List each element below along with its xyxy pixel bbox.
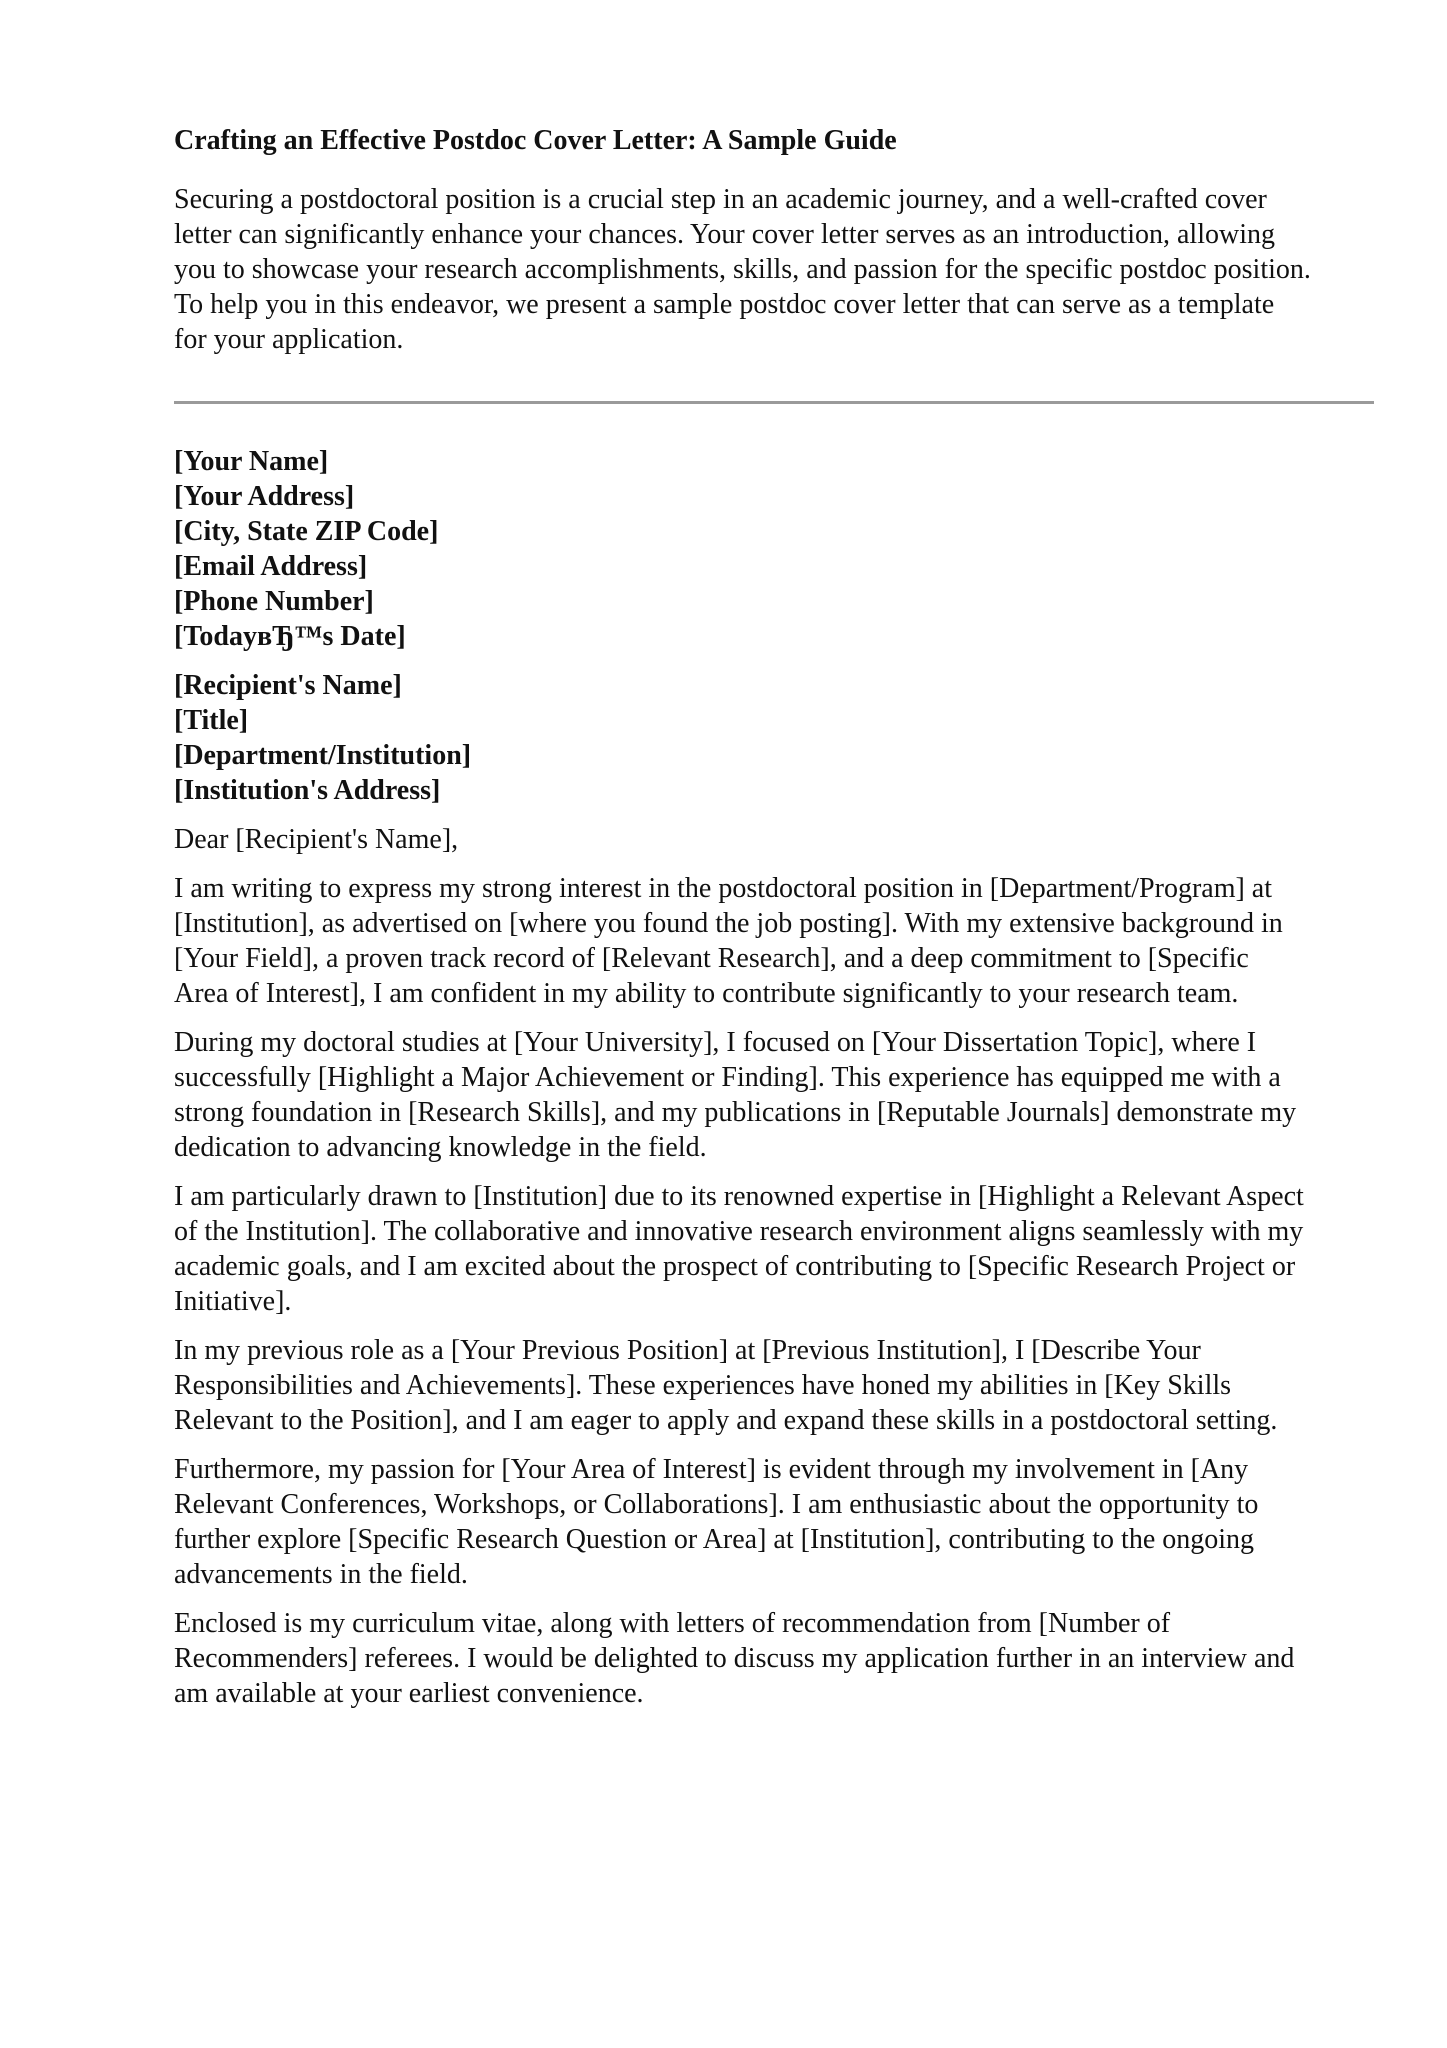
- recipient-name: [Recipient's Name]: [174, 670, 402, 701]
- intro-line: for your application.: [174, 324, 404, 355]
- sender-city-state-zip: [City, State ZIP Code]: [174, 516, 439, 547]
- recipient-title: [Title]: [174, 705, 249, 736]
- paragraph-line: In my previous role as a [Your Previous Position] at [Previous Institution], I [Describe Your: [174, 1335, 1201, 1366]
- paragraph-line: dedication to advancing knowledge in the field.: [174, 1132, 707, 1163]
- body-paragraph-3: [174, 1179, 1374, 1319]
- document-title: Crafting an Effective Postdoc Cover Letter: A Sample Guide: [174, 125, 897, 156]
- intro-line: Securing a postdoctoral position is a crucial step in an academic journey, and a well-crafted cover: [174, 184, 1267, 215]
- paragraph-line: Relevant Conferences, Workshops, or Collaborations]. I am enthusiastic about the opportunity to: [174, 1489, 1259, 1520]
- paragraph-line: During my doctoral studies at [Your University], I focused on [Your Dissertation Topic], where I: [174, 1027, 1257, 1058]
- sender-address-block: [174, 444, 1374, 654]
- salutation: Dear [Recipient's Name],: [174, 824, 459, 855]
- paragraph-line: strong foundation in [Research Skills], and my publications in [Reputable Journals] demonstrate my: [174, 1097, 1297, 1128]
- document-page: [174, 124, 1374, 1711]
- body-paragraph-5: [174, 1452, 1374, 1592]
- paragraph-line: academic goals, and I am excited about the prospect of contributing to [Specific Research Project or: [174, 1251, 1296, 1282]
- paragraph-line: [Institution], as advertised on [where you found the job posting]. With my extensive background in: [174, 908, 1283, 939]
- paragraph-line: advancements in the field.: [174, 1559, 468, 1590]
- paragraph-line: I am particularly drawn to [Institution] due to its renowned expertise in [Highlight a Relevant Aspect: [174, 1181, 1304, 1212]
- sender-name: [Your Name]: [174, 446, 329, 477]
- recipient-institution-address: [Institution's Address]: [174, 775, 441, 806]
- paragraph-line: Recommenders] referees. I would be delighted to discuss my application further in an interview and: [174, 1643, 1295, 1674]
- paragraph-line: further explore [Specific Research Question or Area] at [Institution], contributing to the ongoing: [174, 1524, 1255, 1555]
- body-paragraph-6: [174, 1606, 1374, 1711]
- recipient-address-block: [174, 668, 1374, 808]
- recipient-department: [Department/Institution]: [174, 740, 472, 771]
- section-divider: [174, 401, 1374, 404]
- paragraph-line: Initiative].: [174, 1286, 292, 1317]
- paragraph-line: Area of Interest], I am confident in my ability to contribute significantly to your research team.: [174, 978, 1239, 1009]
- body-paragraph-1: [174, 871, 1374, 1011]
- intro-paragraph: [174, 182, 1374, 357]
- intro-line: To help you in this endeavor, we present a sample postdoc cover letter that can serve as a template: [174, 289, 1275, 320]
- intro-line: you to showcase your research accomplishments, skills, and passion for the specific postdoc position.: [174, 254, 1311, 285]
- intro-line: letter can significantly enhance your chances. Your cover letter serves as an introduction, allowing: [174, 219, 1275, 250]
- paragraph-line: Responsibilities and Achievements]. These experiences have honed my abilities in [Key Skills: [174, 1370, 1232, 1401]
- paragraph-line: am available at your earliest convenience.: [174, 1678, 644, 1709]
- paragraph-line: Furthermore, my passion for [Your Area of Interest] is evident through my involvement in [Any: [174, 1454, 1249, 1485]
- body-paragraph-4: [174, 1333, 1374, 1438]
- paragraph-line: [Your Field], a proven track record of [Relevant Research], and a deep commitment to [Specific: [174, 943, 1249, 974]
- letter-date: [TodayвЂ™s Date]: [174, 621, 406, 652]
- paragraph-line: successfully [Highlight a Major Achievement or Finding]. This experience has equipped me with a: [174, 1062, 1281, 1093]
- sender-address: [Your Address]: [174, 481, 355, 512]
- paragraph-line: Enclosed is my curriculum vitae, along with letters of recommendation from [Number of: [174, 1608, 1171, 1639]
- sender-email: [Email Address]: [174, 551, 368, 582]
- paragraph-line: of the Institution]. The collaborative and innovative research environment aligns seamlessly with my: [174, 1216, 1304, 1247]
- paragraph-line: I am writing to express my strong interest in the postdoctoral position in [Department/Program] at: [174, 873, 1273, 904]
- paragraph-line: Relevant to the Position], and I am eager to apply and expand these skills in a postdoctoral setting.: [174, 1405, 1278, 1436]
- body-paragraph-2: [174, 1025, 1374, 1165]
- sender-phone: [Phone Number]: [174, 586, 374, 617]
